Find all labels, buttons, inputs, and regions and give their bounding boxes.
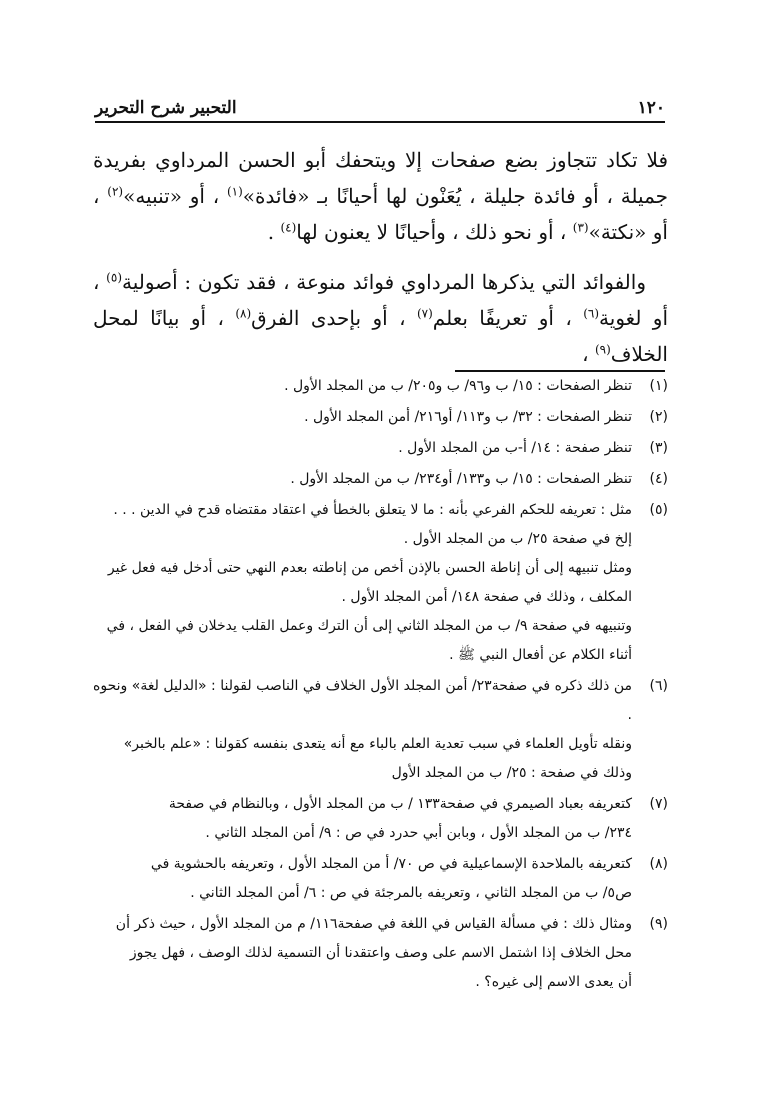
text-run: ، أو نحو ذلك ، وأحيانًا لا يعنون لها (296, 220, 567, 244)
footnote-line: ونقله تأويل العلماء في سبب تعدية العلم بالباء مع أنه يتعدى بنفسه كقولنا : «علم بالخبر» (123, 736, 632, 752)
footnote-text (93, 372, 632, 401)
footnote-ref[interactable]: (٥) (106, 270, 122, 285)
footnote-number: (٩) (649, 916, 668, 932)
footnote-line: أن يعدى الاسم إلى غيره؟ . (475, 974, 632, 990)
footnote-number: (٧) (649, 796, 668, 812)
footnote-item (93, 496, 668, 670)
page-number: ١٢٠ (637, 98, 665, 118)
footnote-text (93, 465, 632, 494)
footnote-line: وتنبيهه في صفحة ٩/ ب من المجلد الثاني إلى أن الترك وعمل القلب يدخلان في الفعل ، في (106, 618, 632, 634)
footnote-line: محل الخلاف إذا اشتمل الاسم على وصف واعتقدنا أن التسمية لذلك الوصف ، فهل يجوز (129, 945, 632, 961)
paragraph-1 (93, 142, 668, 250)
footnote-line: تنظر الصفحات : ١٥/ ب و٩٦/ ب و٢٠٥/ ب من المجلد الأول . (284, 378, 632, 394)
text-run: ، أو بإحدى الفرق (251, 306, 406, 330)
footnote-line: ص٥/ ب من المجلد الثاني ، وتعريفه بالمرجئة في ص : ٦/ أمن المجلد الثاني . (190, 885, 632, 901)
footnote-ref[interactable]: (٣) (572, 220, 589, 235)
footnote-text (93, 910, 632, 997)
footnote-line: ٢٣٤/ ب من المجلد الأول ، وبابن أبي حدرد في ص : ٩/ أمن المجلد الثاني . (205, 825, 632, 841)
footnote-number: (٨) (649, 856, 668, 872)
page-header (95, 88, 665, 118)
footnote-line: أثناء الكلام عن أفعال النبي ﷺ . (449, 647, 632, 663)
footnote-line: تنظر صفحة : ١٤/ أ-ب من المجلد الأول . (398, 440, 632, 456)
footnote-number: (٥) (649, 502, 668, 518)
footnote-number: (٣) (649, 440, 668, 456)
footnote-line: إلخ في صفحة ٢٥/ ب من المجلد الأول . (403, 531, 632, 547)
footnote-ref[interactable]: (٨) (235, 306, 252, 321)
footnotes-section (93, 372, 668, 999)
footnote-line: تنظر الصفحات : ١٥/ ب و١٣٣/ أو٢٣٤/ ب من المجلد الأول . (290, 471, 632, 487)
footnote-line: وذلك في صفحة : ٢٥/ ب من المجلد الأول (391, 765, 632, 781)
footnote-item (93, 372, 668, 401)
footnote-number: (٢) (649, 409, 668, 425)
footnote-text (93, 672, 632, 788)
footnote-ref[interactable]: (٦) (583, 306, 600, 321)
footnote-item (93, 434, 668, 463)
footnote-item (93, 790, 668, 848)
footnote-item (93, 910, 668, 997)
text-run: ، أو «نكتة» (93, 184, 668, 244)
footnote-number: (٤) (649, 471, 668, 487)
footnote-line: كتعريفه بالملاحدة الإسماعيلية في ص ٧٠/ أ من المجلد الأول ، وتعريفه بالحشوية في (150, 856, 632, 872)
text-run: والفوائد التي يذكرها المرداوي فوائد منوعة ، فقد تكون : أصولية (122, 270, 646, 294)
footnote-text (93, 790, 632, 848)
footnote-line: ومثل تنبيهه إلى أن إناطة الحسن بالإذن أخص من إناطته بعدم النهي حتى أدخل فيه فعل غير (107, 560, 632, 576)
footnote-line: المكلف ، وذلك في صفحة ١٤٨/ أمن المجلد الأول . (341, 589, 632, 605)
footnote-line: مثل : تعريفه للحكم الفرعي بأنه : ما لا يتعلق بالخطأ في اعتقاد مقتضاه قدح في الدين . . . (113, 502, 632, 518)
footnote-item (93, 850, 668, 908)
footnote-ref[interactable]: (٢) (107, 184, 124, 199)
footnote-item (93, 465, 668, 494)
text-run: ، أو لغوية (93, 270, 669, 330)
footnote-ref[interactable]: (٧) (416, 306, 433, 321)
footnote-line: تنظر الصفحات : ٣٢/ ب و١١٣/ أو٢١٦/ أمن المجلد الأول . (304, 409, 632, 425)
running-title: التحبير شرح التحرير (95, 98, 237, 118)
footnote-ref[interactable]: (٤) (280, 220, 297, 235)
footnote-line: ومثال ذلك : في مسألة القياس في اللغة في صفحة١١٦/ م من المجلد الأول ، حيث ذكر أن (115, 916, 632, 932)
footnote-ref[interactable]: (١) (226, 184, 243, 199)
footnote-item (93, 403, 668, 432)
footnote-text (93, 434, 632, 463)
text-run: . (267, 220, 275, 244)
text-run: ، أو بيانًا لمحل الخلاف (93, 306, 668, 366)
text-run: ، (582, 342, 589, 366)
footnote-item (93, 672, 668, 788)
footnote-text (93, 850, 632, 908)
footnote-line: من ذلك ذكره في صفحة٢٣/ أمن المجلد الأول الخلاف في الناصب لقولنا : «الدليل لغة» ونحوه . (93, 678, 633, 723)
text-run: ، أو «تنبيه» (123, 184, 220, 208)
footnote-text (93, 496, 632, 670)
header-divider (95, 121, 665, 123)
text-run: فلا تكاد تتجاوز بضع صفحات إلا ويتحفك أبو الحسن المرداوي بفريدة جميلة ، أو فائدة جليلة ، يُعَنْون لها أحيانًا بـ «فائدة» (93, 148, 669, 208)
footnote-ref[interactable]: (٩) (594, 342, 611, 357)
main-text (93, 142, 668, 386)
footnote-number: (١) (649, 378, 668, 394)
footnote-line: كتعريفه بعباد الصيمري في صفحة١٣٣ / ب من المجلد الأول ، وبالنظام في صفحة (168, 796, 632, 812)
footnote-number: (٦) (649, 678, 668, 694)
footnote-text (93, 403, 632, 432)
paragraph-2 (93, 264, 668, 372)
text-run: ، أو تعريفًا بعلم (432, 306, 572, 330)
